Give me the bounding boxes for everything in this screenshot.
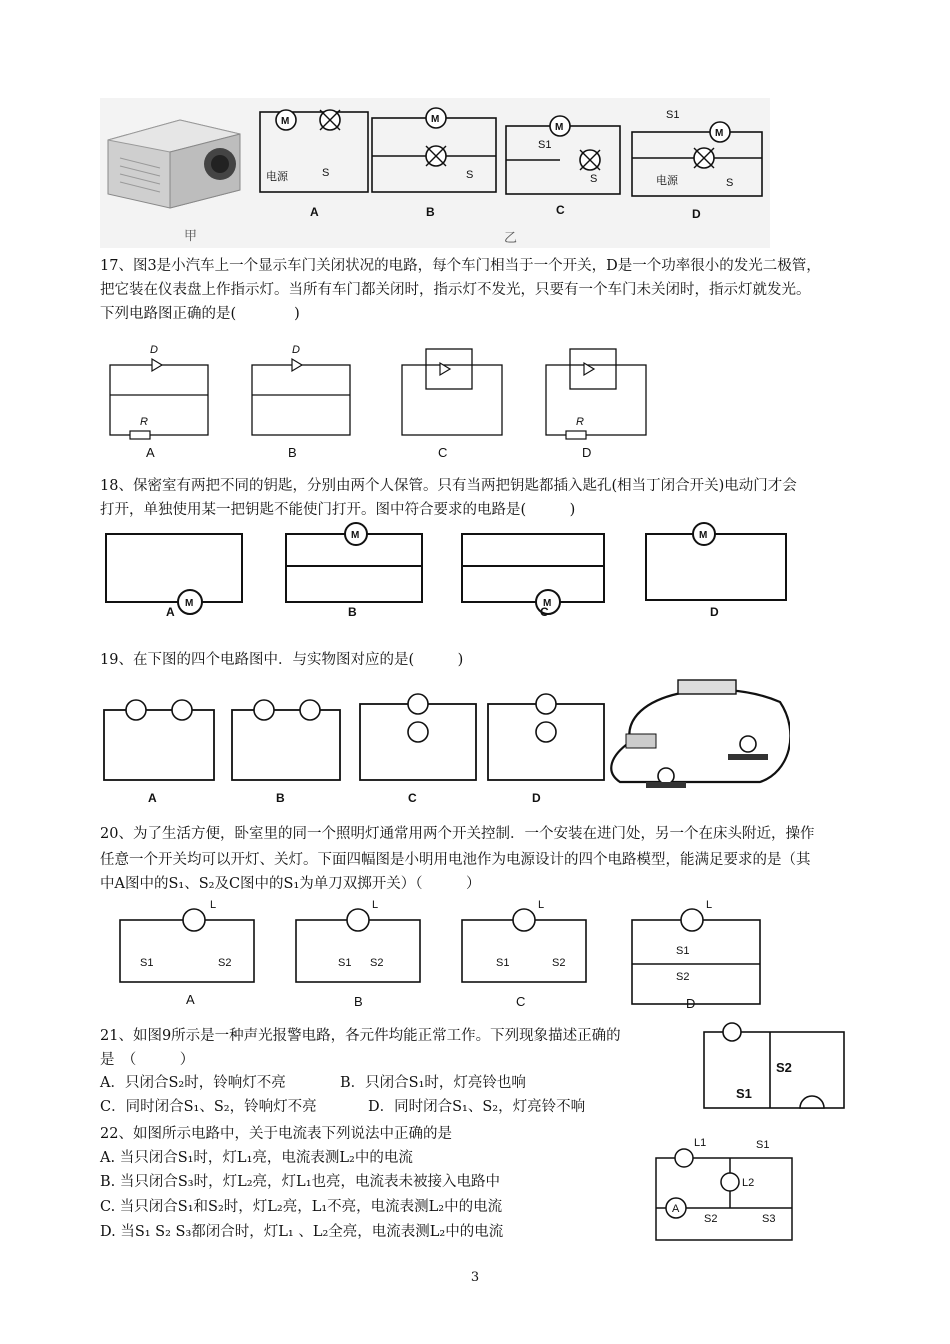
svg-text:D: D — [150, 344, 158, 356]
svg-text:S2: S2 — [676, 971, 690, 983]
q19-line1: 19、在下图的四个电路图中．与实物图对应的是( ) — [100, 652, 464, 668]
svg-text:M: M — [555, 122, 564, 133]
svg-text:S: S — [322, 167, 330, 179]
svg-text:S1: S1 — [756, 1139, 770, 1151]
q18-circuits — [100, 520, 790, 620]
q21-circuit — [700, 1018, 850, 1118]
svg-text:电源: 电源 — [656, 175, 678, 187]
svg-text:B: B — [426, 205, 435, 219]
svg-text:M: M — [281, 116, 290, 127]
q17-line1: 17、图3是小汽车上一个显示车门关闭状况的电路，每个车门相当于一个开关，D是一个功率很小的发光二极管， — [100, 258, 821, 274]
q22-option-c: C. 当只闭合S₁和S₂时，灯L₂亮，L₁不亮，电流表测L₂中的电流 — [100, 1199, 503, 1215]
projector-image — [108, 120, 240, 208]
q22-option-a: A. 当只闭合S₁时，灯L₁亮，电流表测L₂中的电流 — [100, 1150, 413, 1166]
svg-text:B: B — [348, 605, 357, 619]
svg-text:S2: S2 — [552, 957, 566, 969]
svg-text:S1: S1 — [666, 109, 680, 121]
q21-line1: 21、如图9所示是一种声光报警电路，各元件均能正常工作。下列现象描述正确的 — [100, 1028, 621, 1044]
svg-text:L: L — [372, 899, 379, 911]
svg-text:M: M — [185, 598, 194, 609]
svg-text:D: D — [292, 344, 300, 356]
q17-circuits — [100, 335, 660, 465]
svg-text:C: C — [516, 994, 526, 1009]
page-number: 3 — [470, 1270, 480, 1285]
svg-text:B: B — [354, 994, 363, 1009]
q22-option-d: D. 当S₁ S₂ S₃都闭合时，灯L₁ 、L₂全亮，电流表测L₂中的电流 — [100, 1224, 504, 1240]
q18-line2: 打开，单独使用某一把钥匙不能使门打开。图中符合要求的电路是( ) — [100, 502, 576, 518]
svg-text:S3: S3 — [762, 1213, 776, 1225]
q22-line1: 22、如图所示电路中，关于电流表下列说法中正确的是 — [100, 1126, 452, 1142]
svg-text:C: C — [408, 791, 417, 805]
svg-text:A: A — [166, 605, 175, 619]
q22-circuit — [636, 1132, 816, 1256]
q19-physical-diagram — [611, 680, 790, 788]
svg-text:R: R — [140, 416, 148, 428]
svg-text:D: D — [686, 996, 696, 1011]
svg-text:L: L — [706, 899, 713, 911]
svg-text:A: A — [310, 205, 319, 219]
svg-text:M: M — [543, 598, 552, 609]
svg-text:D: D — [692, 207, 701, 221]
svg-text:甲: 甲 — [184, 228, 198, 243]
q21-option-d: D．同时闭合S₁、S₂，灯亮铃不响 — [368, 1099, 586, 1115]
svg-text:S1: S1 — [496, 957, 510, 969]
svg-text:L: L — [210, 899, 217, 911]
svg-text:C: C — [540, 605, 549, 619]
svg-text:L2: L2 — [742, 1177, 755, 1189]
svg-text:C: C — [438, 445, 448, 460]
svg-text:乙: 乙 — [504, 230, 518, 245]
q20-circuits — [100, 896, 780, 1022]
q17-line2: 把它装在仪表盘上作指示灯。当所有车门都关闭时，指示灯不发光，只要有一个车门未关闭时，指示灯就发光。 — [100, 282, 811, 298]
svg-text:S: S — [590, 173, 598, 185]
svg-text:R: R — [576, 416, 584, 428]
svg-text:B: B — [276, 791, 285, 805]
svg-text:S1: S1 — [140, 957, 154, 969]
svg-text:S1: S1 — [538, 139, 552, 151]
q22-option-b: B. 当只闭合S₃时，灯L₂亮，灯L₁也亮，电流表未被接入电路中 — [100, 1174, 501, 1190]
svg-text:L: L — [538, 899, 545, 911]
svg-text:电源: 电源 — [266, 171, 288, 183]
svg-text:A: A — [148, 791, 157, 805]
svg-text:S2: S2 — [218, 957, 232, 969]
svg-text:S: S — [726, 177, 734, 189]
q21-option-b: B．只闭合S₁时，灯亮铃也响 — [340, 1075, 526, 1091]
svg-text:L1: L1 — [694, 1137, 707, 1149]
svg-text:C: C — [556, 203, 565, 217]
q21-option-a: A．只闭合S₂时，铃响灯不亮 — [100, 1075, 286, 1091]
svg-text:M: M — [431, 114, 440, 125]
q17-line3: 下列电路图正确的是( ) — [100, 306, 300, 322]
q20-line3: 中A图中的S₁、S₂及C图中的S₁为单刀双掷开关）（ ） — [100, 876, 481, 892]
svg-text:S1: S1 — [676, 945, 690, 957]
q19-circuits — [100, 672, 790, 812]
q21-option-c: C．同时闭合S₁、S₂，铃响灯不亮 — [100, 1099, 317, 1115]
svg-text:S: S — [466, 169, 474, 181]
svg-text:D: D — [582, 445, 592, 460]
q20-line1: 20、为了生活方便，卧室里的同一个照明灯通常用两个开关控制．一个安装在进门处，另一个在床头附近，操作 — [100, 826, 815, 842]
svg-text:S2: S2 — [370, 957, 384, 969]
q20-line2: 任意一个开关均可以开灯、关灯。下面四幅图是小明用电池作为电源设计的四个电路模型，能满足要求的是（其 — [100, 852, 811, 868]
svg-text:D: D — [710, 605, 719, 619]
svg-text:M: M — [715, 128, 724, 139]
svg-text:S1: S1 — [338, 957, 352, 969]
svg-text:A: A — [186, 992, 195, 1007]
q21-line2: 是 （ ） — [100, 1052, 195, 1068]
svg-text:S1: S1 — [736, 1086, 752, 1101]
q18-line1: 18、保密室有两把不同的钥匙，分别由两个人保管。只有当两把钥匙都插入匙孔(相当丁闭合开关)电动门才会 — [100, 478, 797, 494]
svg-text:M: M — [351, 530, 360, 541]
svg-text:S2: S2 — [704, 1213, 718, 1225]
svg-text:D: D — [532, 791, 541, 805]
svg-text:A: A — [146, 445, 155, 460]
svg-text:S2: S2 — [776, 1060, 792, 1075]
svg-text:B: B — [288, 445, 297, 460]
svg-text:A: A — [672, 1203, 680, 1215]
figure-16-circuits — [100, 98, 770, 248]
svg-text:M: M — [699, 530, 708, 541]
